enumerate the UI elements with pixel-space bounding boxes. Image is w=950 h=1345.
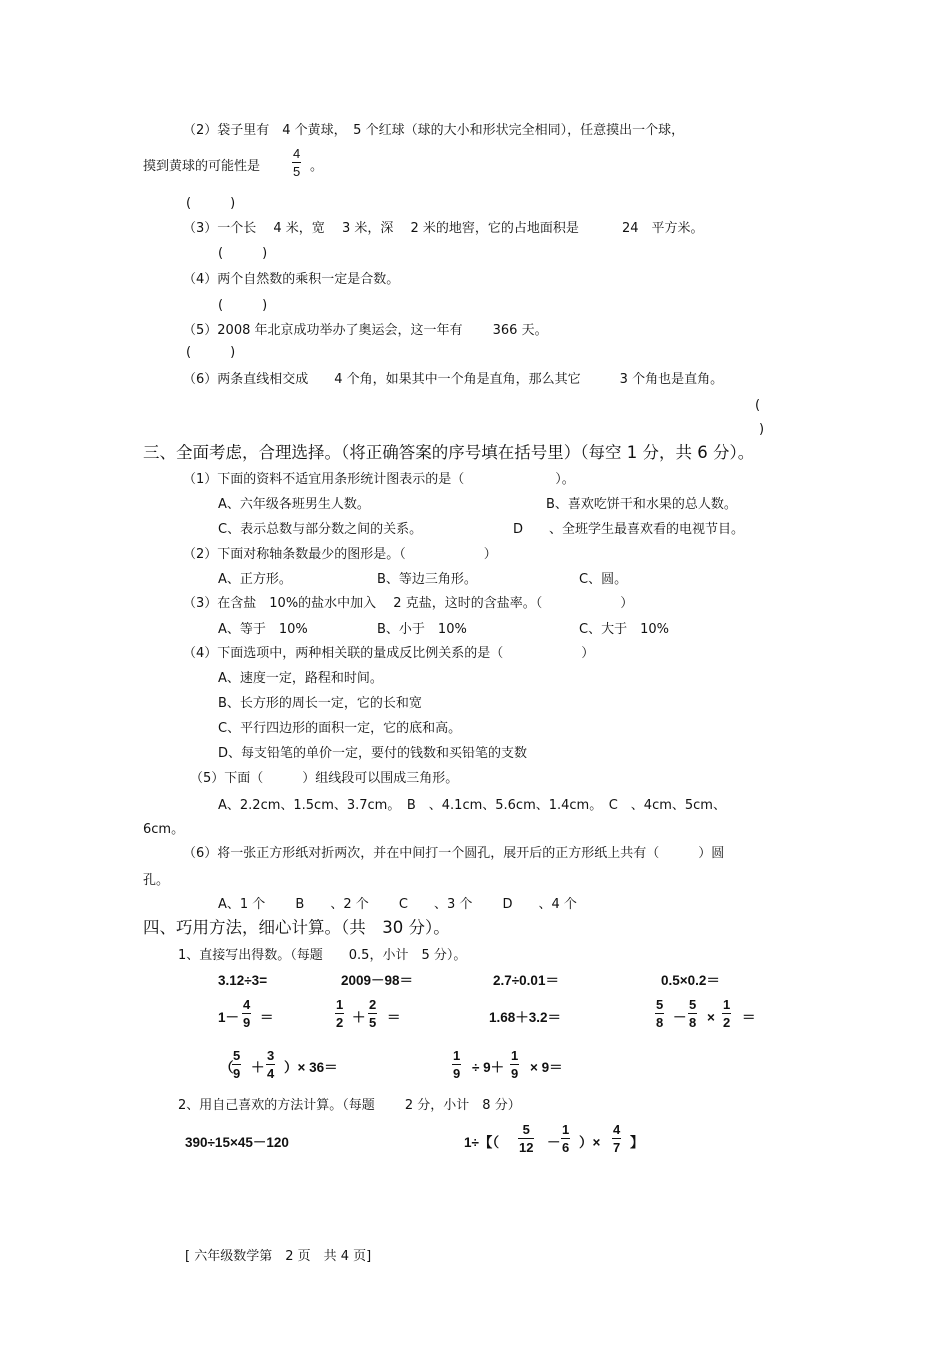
- calc-expr-5-post: ＝: [260, 1010, 274, 1025]
- calc-expr-5-fraction: [242, 997, 251, 1030]
- judge-q2-line2: 摸到黄球的可能性是: [143, 159, 261, 174]
- calc-expr-8-post: ＝: [742, 1010, 756, 1025]
- calc-expr-8-fraction-2: [688, 997, 697, 1030]
- fraction-bar: [232, 1064, 241, 1065]
- calc-expr-6-fraction-2: [368, 997, 377, 1030]
- fraction-bar: [561, 1138, 570, 1139]
- fraction-numerator: 5: [522, 1122, 530, 1137]
- calc-expr-2: 2009－98＝: [341, 973, 414, 988]
- fraction-bar: [655, 1013, 664, 1014]
- fraction-denominator: 7: [613, 1140, 621, 1155]
- calc-expr-9-op: ＋: [251, 1060, 265, 1075]
- calc-expr-3: 2.7÷0.01＝: [493, 973, 559, 988]
- fraction-numerator: 4: [613, 1122, 621, 1137]
- answer-paren[interactable]: ( ): [218, 246, 268, 261]
- calc-expr-8-op2: ×: [707, 1010, 715, 1025]
- calc-expr-6-post: ＝: [387, 1010, 401, 1025]
- calc-expr-4: 0.5×0.2＝: [661, 973, 720, 988]
- mc-q3-option-b[interactable]: B、小于 10%: [377, 622, 467, 637]
- page-footer: [ 六年级数学第 2 页 共 4 页]: [185, 1249, 372, 1264]
- fraction-numerator: 1: [336, 997, 344, 1012]
- fraction-numerator: 5: [656, 997, 664, 1012]
- fraction-numerator: 4: [243, 997, 251, 1012]
- answer-paren[interactable]: ( ): [186, 196, 236, 211]
- fraction-bar: [292, 162, 301, 163]
- mc-q2-option-a[interactable]: A、正方形。: [218, 572, 292, 587]
- section3-heading: 三、全面考虑，合理选择。（将正确答案的序号填在括号里）（每空 1 分，共 6 分）。: [143, 443, 755, 462]
- calc-sub1-heading: 1、直接写出得数。（每题 0.5，小计 5 分）。: [178, 948, 467, 963]
- judge-q3: （3）一个长 4 米，宽 3 米，深 2 米的地窖，它的占地面积是 24 平方米。: [183, 221, 704, 236]
- answer-paren[interactable]: ( ): [218, 298, 268, 313]
- fraction-numerator: 5: [689, 997, 697, 1012]
- fraction-bar: [266, 1064, 275, 1065]
- mc-q6-cont: 孔。: [143, 873, 170, 888]
- fraction-bar: [335, 1013, 344, 1014]
- calc-expr-8-fraction-1: [655, 997, 664, 1030]
- fraction-denominator: 5: [293, 164, 301, 179]
- fraction-denominator: 8: [656, 1015, 664, 1030]
- calc-expr-5-pre: 1－: [218, 1010, 240, 1025]
- mc-q4-option-a[interactable]: A、速度一定，路程和时间。: [218, 671, 383, 686]
- calc-problem-2-post: 】: [630, 1135, 644, 1150]
- fraction-denominator: 2: [336, 1015, 344, 1030]
- mc-q2: （2）下面对称轴条数最少的图形是。（ ）: [183, 547, 497, 562]
- mc-q2-option-b[interactable]: B、等边三角形。: [377, 572, 477, 587]
- mc-q6: （6）将一张正方形纸对折两次，并在中间打一个圆孔，展开后的正方形纸上共有（ ）圆: [183, 846, 725, 861]
- mc-q6-options[interactable]: A、1 个 B 、2 个 C 、3 个 D 、4 个: [218, 897, 577, 912]
- calc-expr-9-fraction-1: [232, 1048, 241, 1081]
- fraction-numerator: 1: [511, 1048, 519, 1063]
- fraction-numerator: 5: [233, 1048, 241, 1063]
- fraction-denominator: 9: [511, 1066, 519, 1081]
- fraction-bar: [368, 1013, 377, 1014]
- calc-expr-10-fraction-2: [510, 1048, 519, 1081]
- judge-q2-end: 。: [310, 159, 324, 174]
- judge-q6: （6）两条直线相交成 4 个角，如果其中一个角是直角，那么其它 3 个角也是直角。: [183, 372, 724, 387]
- judge-q5: （5）2008 年北京成功举办了奥运会，这一年有 366 天。: [183, 323, 548, 338]
- mc-q5-options-cont[interactable]: 6cm。: [143, 822, 185, 837]
- mc-q3-option-a[interactable]: A、等于 10%: [218, 622, 308, 637]
- calc-expr-9-open: （: [220, 1060, 234, 1075]
- calc-problem-2-mid: ）×: [579, 1135, 601, 1150]
- fraction-bar: [242, 1013, 251, 1014]
- fraction-denominator: 2: [723, 1015, 731, 1030]
- fraction-bar: [688, 1013, 697, 1014]
- fraction-numerator: 4: [293, 146, 301, 161]
- calc-problem-1: 390÷15×45－120: [185, 1135, 289, 1150]
- fraction-denominator: 4: [267, 1066, 275, 1081]
- mc-q1-option-a[interactable]: A、六年级各班男生人数。: [218, 497, 370, 512]
- fraction-numerator: 3: [267, 1048, 275, 1063]
- calc-problem-2-fraction-2: [561, 1122, 570, 1155]
- fraction-denominator: 9: [243, 1015, 251, 1030]
- judge-q2-fraction: [292, 146, 301, 179]
- fraction-denominator: 12: [519, 1140, 534, 1155]
- fraction-numerator: 2: [369, 997, 377, 1012]
- calc-expr-6-op: ＋: [352, 1010, 366, 1025]
- mc-q1-option-d[interactable]: D 、全班学生最喜欢看的电视节目。: [513, 522, 745, 537]
- fraction-denominator: 5: [369, 1015, 377, 1030]
- mc-q4-option-b[interactable]: B、长方形的周长一定，它的长和宽: [218, 696, 422, 711]
- calc-expr-7: 1.68＋3.2＝: [489, 1010, 562, 1025]
- answer-paren-close[interactable]: ): [759, 422, 765, 437]
- mc-q5: （5）下面（ ）组线段可以围成三角形。: [190, 771, 459, 786]
- mc-q1-option-b[interactable]: B、喜欢吃饼干和水果的总人数。: [546, 497, 737, 512]
- fraction-denominator: 9: [453, 1066, 461, 1081]
- mc-q1-option-c[interactable]: C、表示总数与部分数之间的关系。: [218, 522, 423, 537]
- mc-q2-option-c[interactable]: C、圆。: [579, 572, 628, 587]
- calc-expr-8-fraction-3: [722, 997, 731, 1030]
- calc-expr-10-fraction-1: [452, 1048, 461, 1081]
- calc-expr-8-op1: －: [673, 1010, 687, 1025]
- fraction-bar: [510, 1064, 519, 1065]
- fraction-bar: [518, 1138, 534, 1139]
- mc-q4-option-d[interactable]: D、每支铅笔的单价一定，要付的钱数和买铅笔的支数: [218, 746, 528, 761]
- fraction-bar: [452, 1064, 461, 1065]
- answer-paren[interactable]: ( ): [186, 345, 236, 360]
- calc-expr-1: 3.12÷3=: [218, 973, 268, 988]
- mc-q3-option-c[interactable]: C、大于 10%: [579, 622, 669, 637]
- section4-heading: 四、巧用方法，细心计算。（共 30 分）。: [143, 918, 450, 937]
- mc-q1: （1）下面的资料不适宜用条形统计图表示的是（ ）。: [183, 472, 575, 487]
- mc-q3: （3）在含盐 10%的盐水中加入 2 克盐，这时的含盐率。（ ）: [183, 596, 634, 611]
- calc-sub2-heading: 2、用自己喜欢的方法计算。（每题 2 分，小计 8 分）: [178, 1098, 521, 1113]
- judge-q4: （4）两个自然数的乘积一定是合数。: [183, 272, 400, 287]
- calc-expr-6-fraction-1: [335, 997, 344, 1030]
- calc-problem-2-op: －: [547, 1135, 561, 1150]
- calc-expr-10-mid: ÷ 9＋: [472, 1060, 505, 1075]
- calc-expr-10-post: × 9＝: [530, 1060, 563, 1075]
- calc-problem-2-fraction-3: [612, 1122, 621, 1155]
- mc-q5-options[interactable]: A、2.2cm、1.5cm、3.7cm。 B 、4.1cm、5.6cm、1.4cm。 C 、4cm、5cm、: [218, 798, 726, 813]
- fraction-denominator: 6: [562, 1140, 570, 1155]
- fraction-bar: [612, 1138, 621, 1139]
- calc-expr-9-fraction-2: [266, 1048, 275, 1081]
- calc-problem-2-fraction-1: [518, 1122, 534, 1155]
- mc-q4: （4）下面选项中，两种相关联的量成反比例关系的是（ ）: [183, 646, 595, 661]
- mc-q4-option-c[interactable]: C、平行四边形的面积一定，它的底和高。: [218, 721, 462, 736]
- fraction-numerator: 1: [723, 997, 731, 1012]
- fraction-numerator: 1: [453, 1048, 461, 1063]
- fraction-denominator: 8: [689, 1015, 697, 1030]
- calc-expr-9-post: ）× 36＝: [284, 1060, 338, 1075]
- fraction-denominator: 9: [233, 1066, 241, 1081]
- fraction-bar: [722, 1013, 731, 1014]
- fraction-numerator: 1: [562, 1122, 570, 1137]
- judge-q2-line1: （2）袋子里有 4 个黄球， 5 个红球（球的大小和形状完全相同），任意摸出一个球，: [183, 123, 685, 138]
- answer-paren-open[interactable]: (: [755, 398, 761, 413]
- calc-problem-2-pre: 1÷【（: [464, 1135, 500, 1150]
